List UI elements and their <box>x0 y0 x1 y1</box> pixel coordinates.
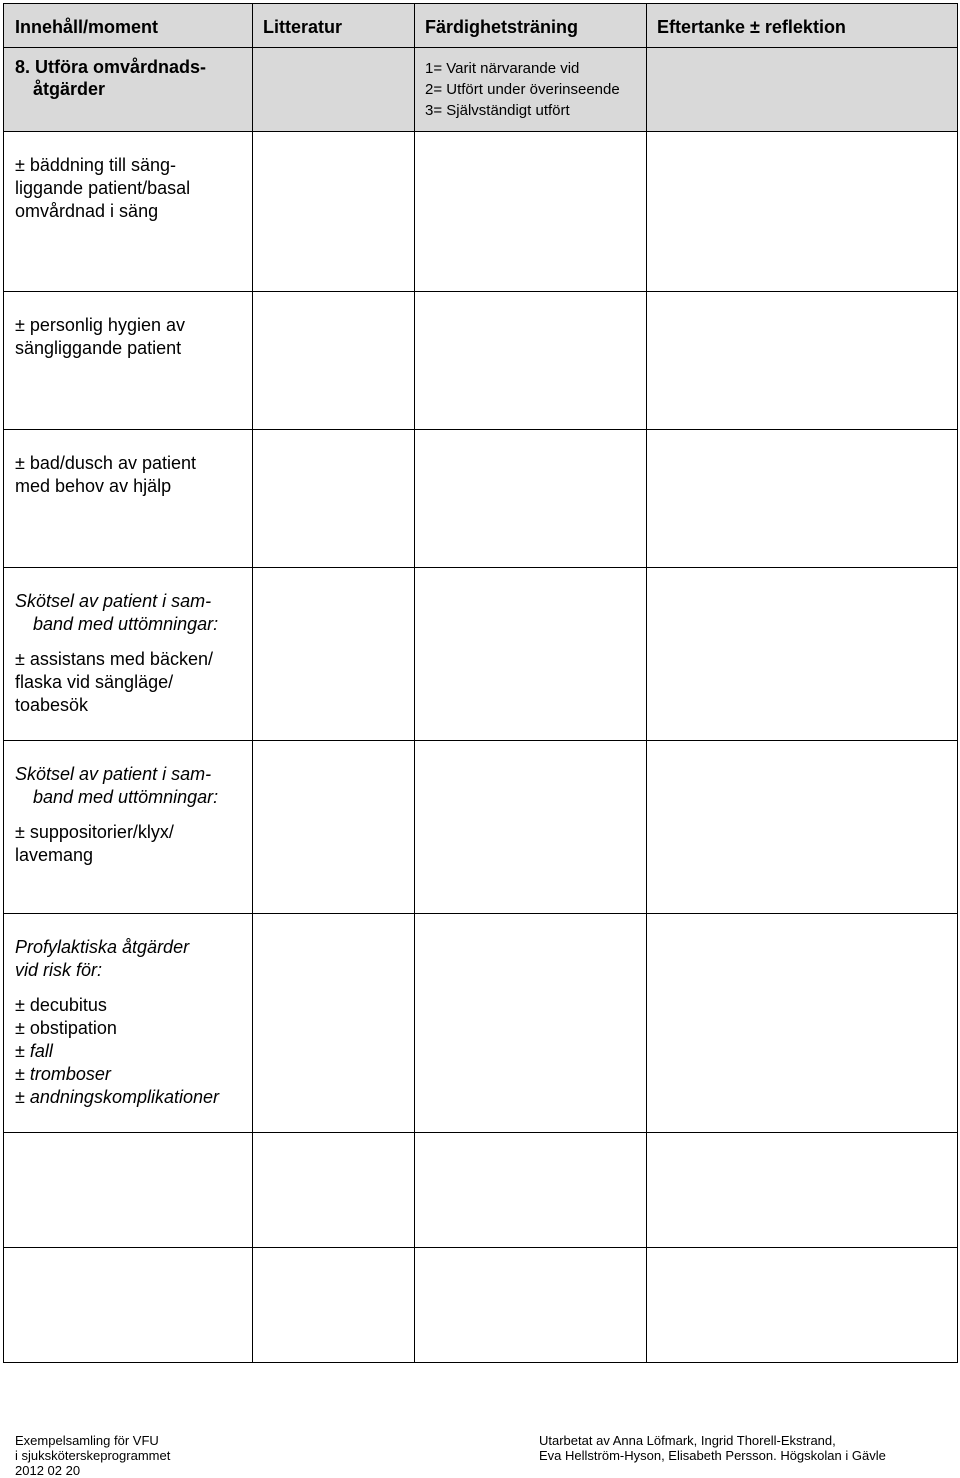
rating-scale-cell <box>415 48 647 132</box>
content-line: ± personlig hygien av <box>15 315 185 335</box>
content-line: ± obstipation <box>15 1018 117 1038</box>
skills-training-cell[interactable] <box>415 132 647 292</box>
footer-right <box>539 1433 886 1463</box>
literature-cell[interactable] <box>253 132 415 292</box>
content-cell[interactable] <box>4 1248 253 1363</box>
rating-scale-item: 1= Varit närvarande vid <box>425 60 580 77</box>
content-line: lavemang <box>15 845 94 865</box>
content-cell <box>4 568 253 741</box>
content-intro-line: Skötsel av patient i sam- <box>15 591 212 611</box>
skills-table <box>3 3 958 1363</box>
content-line: ± suppositorier/klyx/ <box>15 822 174 842</box>
section-title-cell <box>4 48 253 132</box>
footer-authors-line: Utarbetat av Anna Löfmark, Ingrid Thorell-Ekstrand, <box>539 1433 836 1448</box>
skills-training-cell[interactable] <box>415 292 647 430</box>
content-intro-line: band med uttömningar: <box>33 614 219 634</box>
footer-left-line: i sjuksköterskeprogrammet <box>15 1448 171 1463</box>
content-line: flaska vid sängläge/ <box>15 672 174 692</box>
content-line: ± assistans med bäcken/ <box>15 649 213 669</box>
section-title-line-2: åtgärder <box>33 79 106 99</box>
header-reflection: Eftertanke ± reflektion <box>647 4 958 48</box>
content-line: liggande patient/basal <box>15 178 191 198</box>
table-row <box>4 741 958 914</box>
footer-left <box>15 1433 170 1478</box>
content-intro-line: Profylaktiska åtgärder <box>15 937 190 957</box>
content-line: omvårdnad i säng <box>15 201 159 221</box>
subheader-reflection-cell <box>647 48 958 132</box>
reflection-cell[interactable] <box>647 1133 958 1248</box>
content-cell <box>4 292 253 430</box>
content-cell <box>4 914 253 1133</box>
literature-cell[interactable] <box>253 292 415 430</box>
reflection-cell[interactable] <box>647 292 958 430</box>
reflection-cell[interactable] <box>647 914 958 1133</box>
literature-cell[interactable] <box>253 741 415 914</box>
content-cell <box>4 132 253 292</box>
reflection-cell[interactable] <box>647 741 958 914</box>
table-row <box>4 1248 958 1363</box>
literature-cell[interactable] <box>253 430 415 568</box>
header-content: Innehåll/moment <box>4 4 253 48</box>
literature-cell[interactable] <box>253 568 415 741</box>
literature-cell[interactable] <box>253 1248 415 1363</box>
reflection-cell[interactable] <box>647 132 958 292</box>
rating-scale <box>415 48 646 121</box>
content-cell <box>4 430 253 568</box>
footer-authors-line: Eva Hellström-Hyson, Elisabeth Persson. Högskolan i Gävle <box>539 1448 886 1463</box>
section-title-line-1: 8. Utföra omvårdnads- <box>15 57 207 77</box>
content-cell[interactable] <box>4 1133 253 1248</box>
literature-cell[interactable] <box>253 1133 415 1248</box>
reflection-cell[interactable] <box>647 568 958 741</box>
content-line: ± fall <box>15 1041 53 1061</box>
skills-training-cell[interactable] <box>415 430 647 568</box>
footer-date: 2012 02 20 <box>15 1463 81 1478</box>
skills-training-cell[interactable] <box>415 1133 647 1248</box>
content-line: ± andningskomplikationer <box>15 1087 219 1107</box>
content-intro-line: vid risk för: <box>15 960 103 980</box>
subheader-row <box>4 48 958 132</box>
content-cell <box>4 741 253 914</box>
table-row <box>4 430 958 568</box>
content-intro-line: Skötsel av patient i sam- <box>15 764 212 784</box>
table-row <box>4 132 958 292</box>
table-row <box>4 568 958 741</box>
reflection-cell[interactable] <box>647 430 958 568</box>
skills-training-cell[interactable] <box>415 1248 647 1363</box>
header-literature: Litteratur <box>253 4 415 48</box>
content-line: ± decubitus <box>15 995 107 1015</box>
content-line: toabesök <box>15 695 89 715</box>
subheader-literature-cell <box>253 48 415 132</box>
rating-scale-item: 3= Självständigt utfört <box>425 102 570 119</box>
skills-training-cell[interactable] <box>415 741 647 914</box>
table-row <box>4 1133 958 1248</box>
literature-cell[interactable] <box>253 914 415 1133</box>
reflection-cell[interactable] <box>647 1248 958 1363</box>
content-intro-line: band med uttömningar: <box>33 787 219 807</box>
section-title <box>4 48 252 100</box>
footer-left-line: Exempelsamling för VFU <box>15 1433 159 1448</box>
table-row <box>4 914 958 1133</box>
skills-training-cell[interactable] <box>415 914 647 1133</box>
content-line: ± tromboser <box>15 1064 111 1084</box>
content-line: med behov av hjälp <box>15 476 172 496</box>
content-line: ± bad/dusch av patient <box>15 453 197 473</box>
header-row <box>4 4 958 48</box>
rating-scale-item: 2= Utfört under överinseende <box>425 81 620 98</box>
skills-training-cell[interactable] <box>415 568 647 741</box>
header-skills-training: Färdighetsträning <box>415 4 647 48</box>
content-line: ± bäddning till säng- <box>15 155 176 175</box>
content-line: sängliggande patient <box>15 338 182 358</box>
table-row <box>4 292 958 430</box>
